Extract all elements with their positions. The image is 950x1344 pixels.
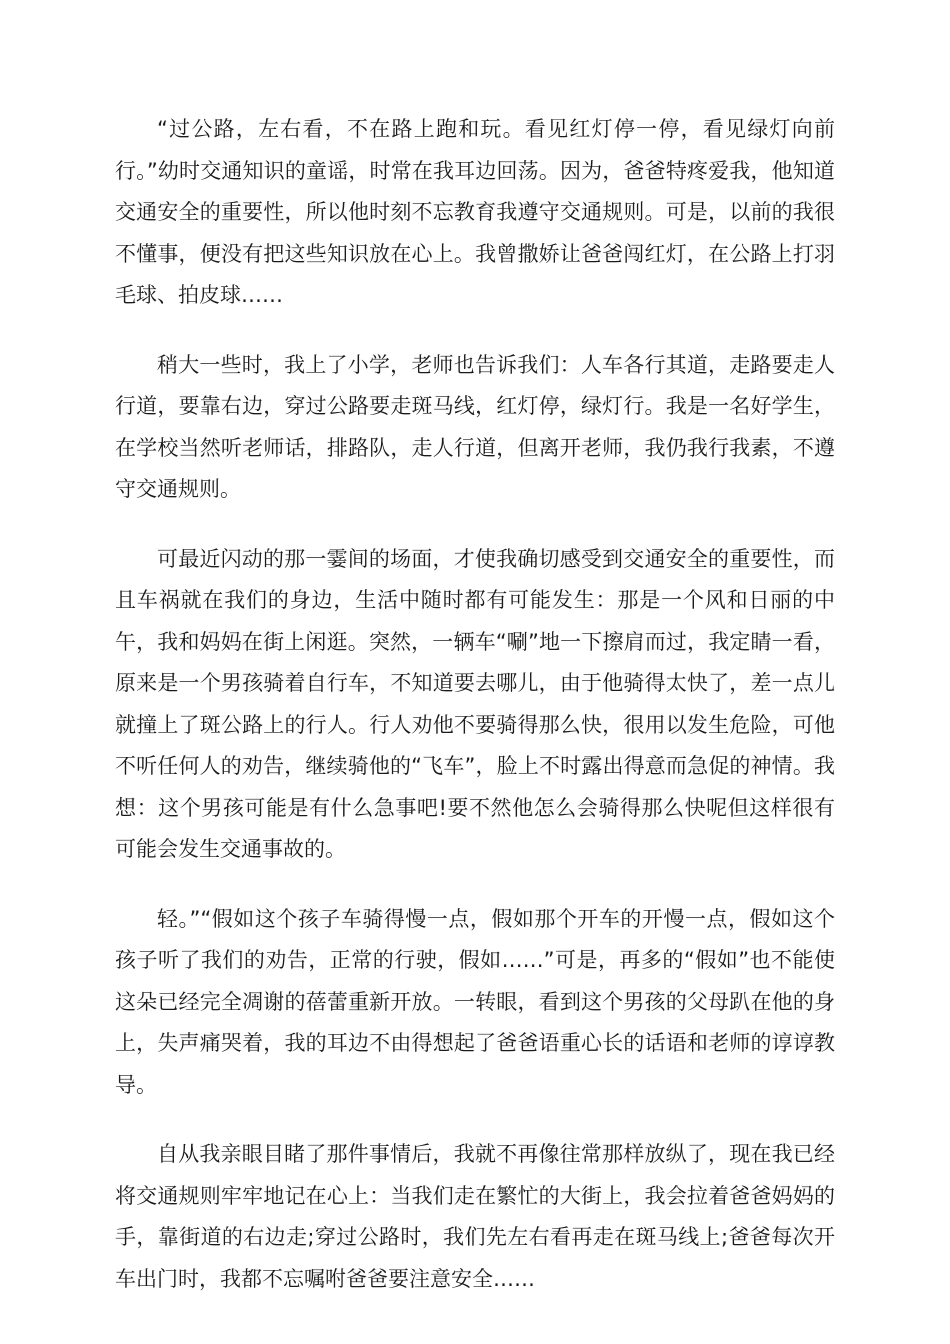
paragraph-1: “过公路，左右看，不在路上跑和玩。看见红灯停一停，看见绿灯向前行。”幼时交通知识的童谣，时常在我耳边回荡。因为，爸爸特疼爱我，他知道交通安全的重要性，所以他时刻不忘教育我遵守交通规则。可是，以前的我很不懂事，便没有把这些知识放在心上。我曾撒娇让爸爸闯红灯，在公路上打羽毛球、拍皮球……: [115, 117, 835, 307]
paragraph-3: 可最近闪动的那一霎间的场面，才使我确切感受到交通安全的重要性，而且车祸就在我们的身边，生活中随时都有可能发生：那是一个风和日丽的中午，我和妈妈在街上闲逛。突然，一辆车“唰”地一下擦肩而过，我定睛一看，原来是一个男孩骑着自行车，不知道要去哪儿，由于他骑得太快了，差一点儿就撞上了斑公路上的行人。行人劝他不要骑得那么快，很用以发生危险，可他不听任何人的劝告，继续骑他的“飞车”，脸上不时露出得意而急促的神情。我想：这个男孩可能是有什么急事吧!要不然他怎么会骑得那么快呢但这样很有可能会发生交通事故的。: [115, 546, 835, 861]
paragraph-2: 稍大一些时，我上了小学，老师也告诉我们：人车各行其道，走路要走人行道，要靠右边，穿过公路要走斑马线，红灯停，绿灯行。我是一名好学生，在学校当然听老师话，排路队，走人行道，但离开老师，我仍我行我素，不遵守交通规则。: [115, 352, 835, 501]
paragraph-5: 自从我亲眼目睹了那件事情后，我就不再像往常那样放纵了，现在我已经将交通规则牢牢地记在心上：当我们走在繁忙的大街上，我会拉着爸爸妈妈的手，靠街道的右边走;穿过公路时，我们先左右看再走在斑马线上;爸爸每次开车出门时，我都不忘嘱咐爸爸要注意安全……: [115, 1142, 835, 1291]
paragraph-4: 轻。”“假如这个孩子车骑得慢一点，假如那个开车的开慢一点，假如这个孩子听了我们的劝告，正常的行驶，假如……”可是，再多的“假如”也不能使这朵已经完全凋谢的蓓蕾重新开放。一转眼，看到这个男孩的父母趴在他的身上，失声痛哭着，我的耳边不由得想起了爸爸语重心长的话语和老师的谆谆教导。: [115, 906, 835, 1097]
document-body: [115, 109, 835, 1328]
